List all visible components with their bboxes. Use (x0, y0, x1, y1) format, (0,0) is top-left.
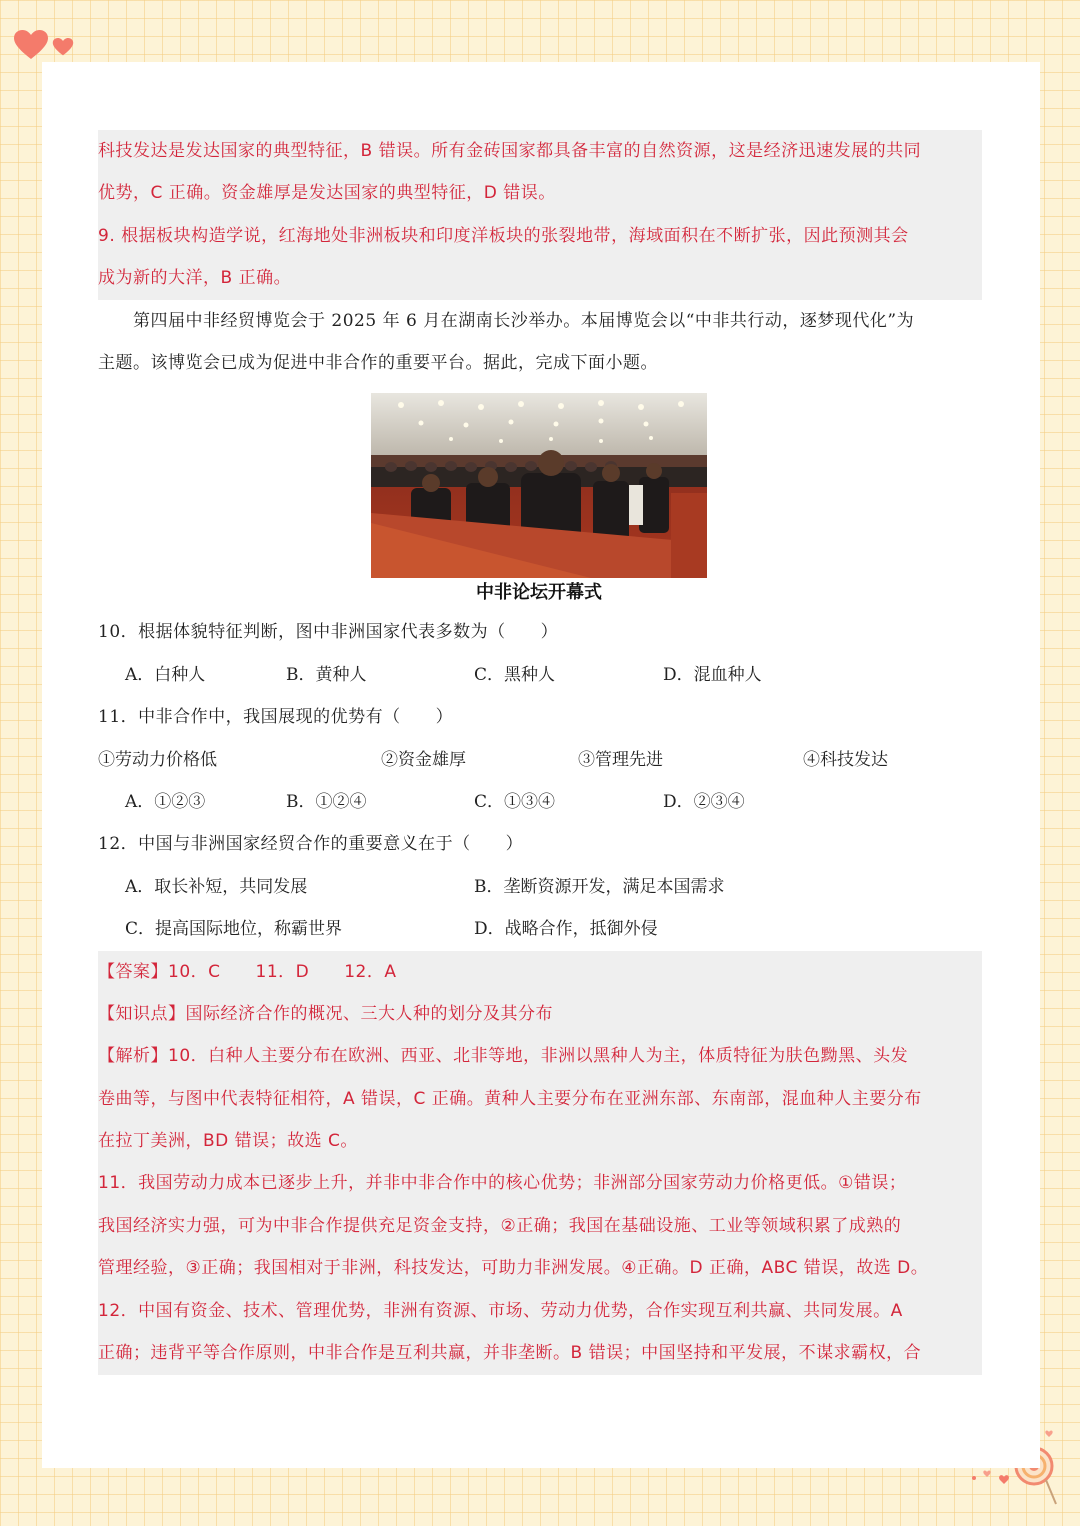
q10-option-a[interactable]: A．白种人 (125, 665, 206, 685)
analysis-line: 11．我国劳动力成本已逐步上升，并非中非合作中的核心优势；非洲部分国家劳动力价格更低。①错误； (98, 1173, 907, 1193)
answer-line (98, 951, 982, 993)
question-10-stem: 10．根据体貌特征判断，图中非洲国家代表多数为（ ） (98, 622, 559, 642)
analysis-line: 我国经济实力强，可为中非合作提供充足资金支持，②正确；我国在基础设施、工业等领域积累了成熟的 (98, 1216, 902, 1236)
q11-option-d[interactable]: D．②③④ (663, 792, 745, 812)
q12-option-c[interactable]: C．提高国际地位，称霸世界 (125, 919, 343, 939)
q11-item-1: ①劳动力价格低 (98, 750, 217, 770)
analysis-text: 10．白种人主要分布在欧洲、西亚、北非等地，非洲以黑种人为主，体质特征为肤色黝黑、头发 (168, 1046, 909, 1066)
intro-line: 第四届中非经贸博览会于 2025 年 6 月在湖南长沙举办。本届博览会以“中非共行动，逐梦现代化”为 (98, 311, 915, 331)
analysis-line (98, 1035, 982, 1077)
q11-option-c[interactable]: C．①③④ (474, 792, 556, 812)
question-12-stem: 12．中国与非洲国家经贸合作的重要意义在于（ ） (98, 834, 524, 854)
knowledge-text: 国际经济合作的概况、三大人种的划分及其分布 (185, 1004, 553, 1024)
q11-item-2: ②资金雄厚 (381, 750, 466, 770)
analysis-line: 正确；违背平等合作原则，中非合作是互利共赢，并非垄断。B 错误；中国坚持和平发展，不谋求霸权，合 (98, 1343, 922, 1363)
analysis-tag: 【解析】 (98, 1046, 168, 1066)
answer-line: 优势，C 正确。资金雄厚是发达国家的典型特征，D 错误。 (98, 183, 556, 203)
conference-hall-photo (371, 393, 707, 578)
answer-line: 9. 根据板块构造学说，红海地处非洲板块和印度洋板块的张裂地带，海域面积在不断扩张，因此预测其会 (98, 226, 909, 246)
answer-line: 科技发达是发达国家的典型特征，B 错误。所有金砖国家都具备丰富的自然资源，这是经济迅速发展的共同 (98, 141, 922, 161)
q12-option-d[interactable]: D．战略合作，抵御外侵 (474, 919, 658, 939)
q10-option-c[interactable]: C．黑种人 (474, 665, 556, 685)
answer-line: 成为新的大洋，B 正确。 (98, 268, 292, 288)
analysis-line: 12．中国有资金、技术、管理优势，非洲有资源、市场、劳动力优势，合作实现互利共赢、共同发展。A (98, 1301, 903, 1321)
figure-caption: 中非论坛开幕式 (476, 582, 602, 603)
answer-tag: 【答案】 (98, 962, 168, 982)
analysis-line: 卷曲等，与图中代表特征相符，A 错误，C 正确。黄种人主要分布在亚洲东部、东南部，混血种人主要分布 (98, 1089, 922, 1109)
heart-icon-large (14, 30, 48, 60)
q11-item-4: ④科技发达 (803, 750, 888, 770)
q11-option-b[interactable]: B．①②④ (286, 792, 367, 812)
analysis-line: 在拉丁美洲，BD 错误；故选 C。 (98, 1131, 358, 1151)
q10-option-b[interactable]: B．黄种人 (286, 665, 367, 685)
q12-option-a[interactable]: A．取长补短，共同发展 (125, 877, 308, 897)
q11-option-a[interactable]: A．①②③ (125, 792, 206, 812)
question-11-stem: 11．中非合作中，我国展现的优势有（ ） (98, 707, 454, 727)
q10-option-d[interactable]: D．混血种人 (663, 665, 762, 685)
analysis-line: 管理经验，③正确；我国相对于非洲，科技发达，可助力非洲发展。④正确。D 正确，ABC 错误，故选 D。 (98, 1258, 929, 1278)
q11-item-3: ③管理先进 (578, 750, 663, 770)
knowledge-tag: 【知识点】 (98, 1004, 186, 1024)
intro-line: 主题。该博览会已成为促进中非合作的重要平台。据此，完成下面小题。 (98, 353, 658, 373)
answer-text: 10．C 11．D 12．A (168, 962, 397, 982)
q12-option-b[interactable]: B．垄断资源开发，满足本国需求 (474, 877, 725, 897)
heart-icon-small (52, 38, 74, 56)
knowledge-line (98, 993, 982, 1035)
